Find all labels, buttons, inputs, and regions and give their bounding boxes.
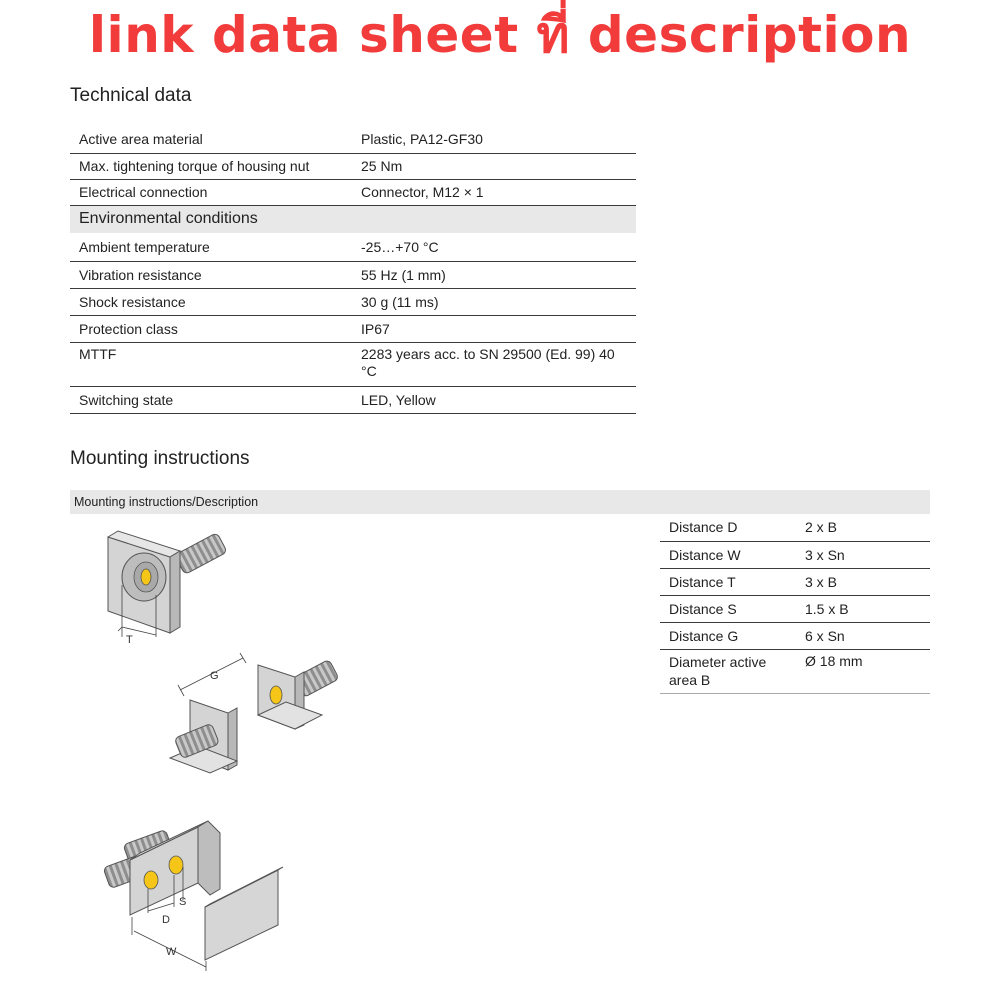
row-label: Shock resistance [79, 293, 186, 310]
table-row [660, 649, 930, 693]
distance-value: 1.5 x B [805, 600, 849, 617]
opposed-mount-figure [170, 653, 339, 773]
section-row [70, 205, 636, 233]
active-area-icon [169, 856, 183, 874]
row-label: Electrical connection [79, 184, 208, 200]
active-area-icon [144, 871, 158, 889]
distance-label: Distance G [669, 627, 739, 644]
distance-value: 6 x Sn [805, 627, 845, 644]
row-value: IP67 [361, 320, 390, 337]
distance-value: Ø 18 mm [805, 652, 863, 669]
table-row [70, 288, 636, 315]
row-label: Max. tightening torque of housing nut [79, 158, 310, 174]
section-title: Environmental conditions [70, 205, 636, 233]
table-row [70, 261, 636, 288]
table-row [70, 179, 636, 205]
table-row [70, 342, 636, 386]
active-area-icon [141, 569, 151, 585]
dimension-t-label: T [126, 634, 133, 646]
active-area-icon [270, 686, 282, 704]
table-row [70, 386, 636, 413]
row-value: 2283 years acc. to SN 29500 (Ed. 99) 40 °C [361, 345, 615, 379]
distance-value: 3 x Sn [805, 546, 845, 563]
mounting-illustrations [60, 515, 360, 985]
row-label: Ambient temperature [79, 238, 210, 255]
flush-mount-figure [108, 531, 227, 646]
distance-label: Distance D [669, 519, 738, 536]
table-row [70, 126, 636, 153]
technical-data-heading: Technical data [70, 85, 192, 106]
distance-label: Distance S [669, 600, 737, 617]
row-label: Vibration resistance [79, 266, 202, 283]
table-row [660, 568, 930, 595]
row-value: LED, Yellow [361, 391, 436, 408]
row-value: 30 g (11 ms) [361, 293, 439, 310]
table-row [660, 541, 930, 568]
distance-label: Diameter active area B [669, 653, 767, 688]
table-row [70, 233, 636, 261]
distance-label: Distance T [669, 573, 736, 590]
distance-value: 2 x B [805, 519, 837, 536]
sensor-thread-icon [175, 533, 228, 575]
side-by-side-mount-figure [103, 821, 283, 971]
table-row [660, 622, 930, 649]
dimension-w-label: W [166, 946, 177, 958]
table-row [70, 315, 636, 342]
dimension-s-label: S [179, 896, 187, 908]
technical-data-table [70, 126, 636, 414]
distance-label: Distance W [669, 546, 741, 563]
distance-value: 3 x B [805, 573, 837, 590]
distance-table [660, 514, 930, 694]
table-row [660, 514, 930, 541]
row-label: MTTF [79, 345, 117, 362]
table-row [660, 595, 930, 622]
row-label: Active area material [79, 131, 203, 148]
mounting-instructions-heading: Mounting instructions [70, 448, 250, 469]
mounting-description-bar: Mounting instructions/Description [70, 490, 930, 514]
row-value: 25 Nm [361, 158, 403, 174]
dimension-d-label: D [162, 914, 170, 926]
row-value: Plastic, PA12-GF30 [361, 131, 483, 148]
table-row [70, 153, 636, 179]
row-value: -25…+70 °C [361, 238, 439, 255]
row-value: 55 Hz (1 mm) [361, 266, 446, 283]
row-value: Connector, M12 × 1 [361, 184, 484, 200]
page-banner: link data sheet ที่ description [88, 6, 912, 64]
row-label: Protection class [79, 320, 178, 337]
dimension-g-label: G [210, 670, 219, 682]
row-label: Switching state [79, 391, 174, 408]
